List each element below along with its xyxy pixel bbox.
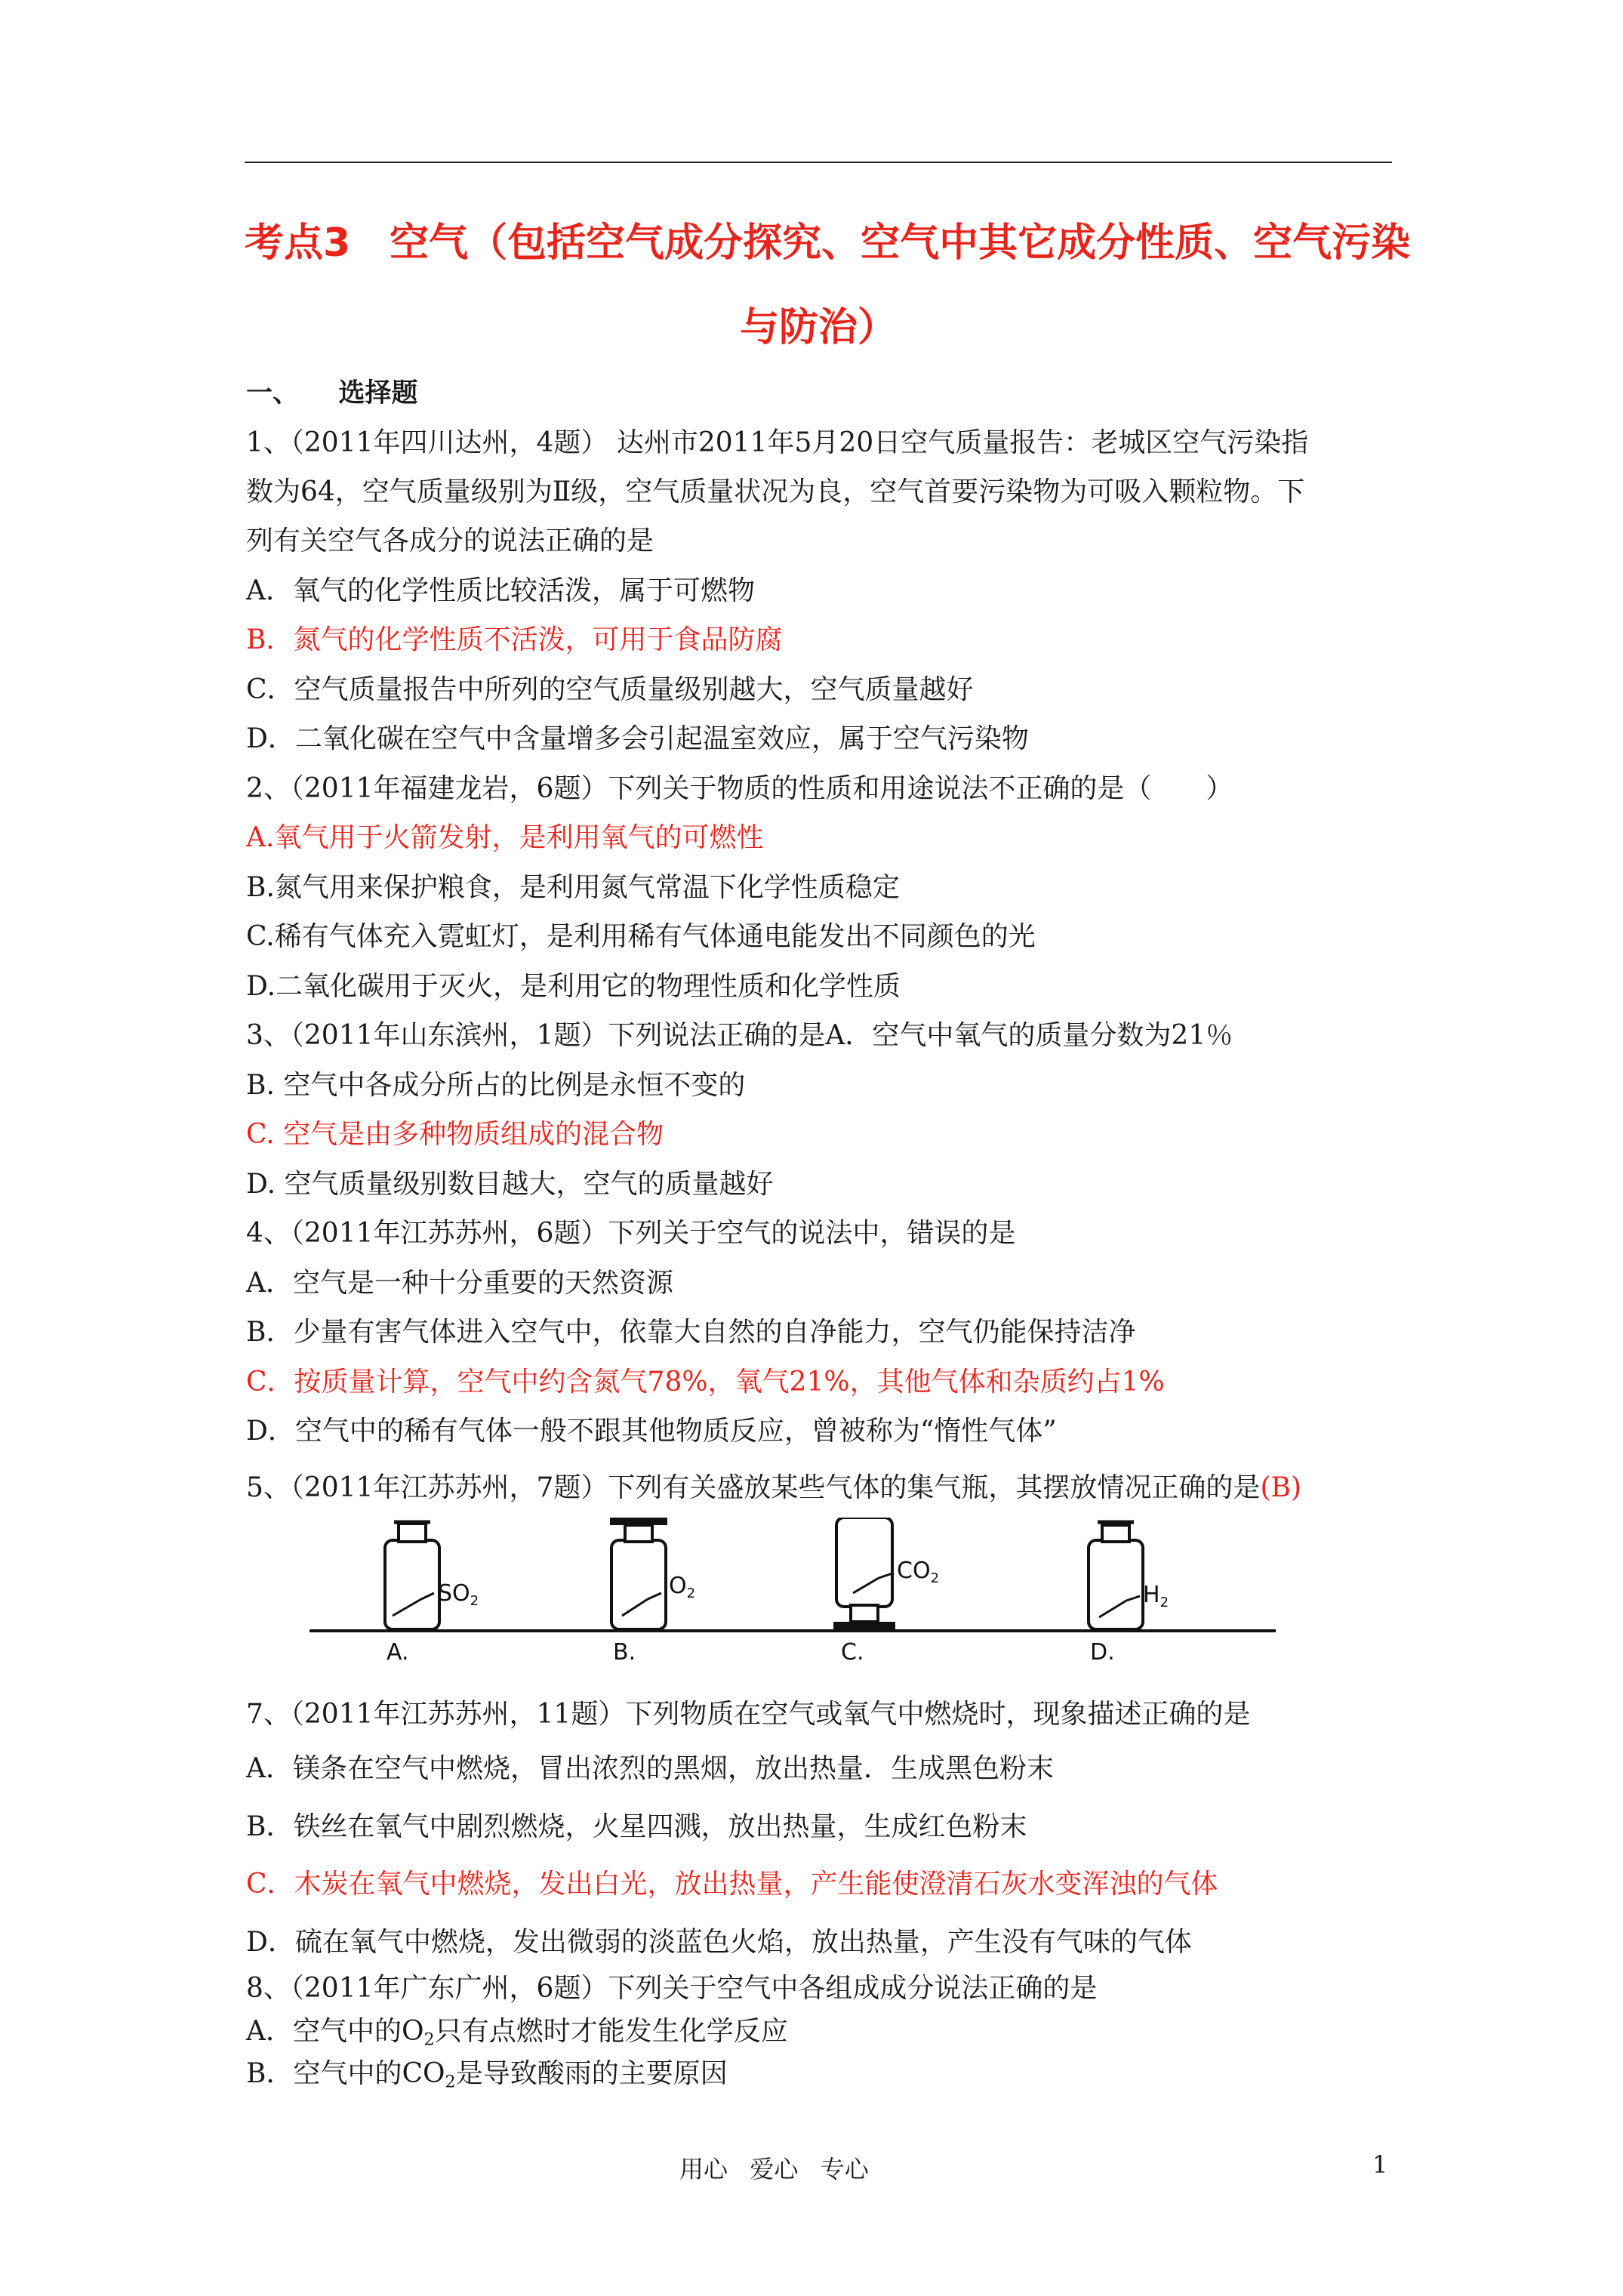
header-rule xyxy=(245,162,1392,163)
q2-option-a-answer: A.氧气用于火箭发射，是利用氧气的可燃性 xyxy=(246,822,764,853)
bottle-b xyxy=(610,1518,695,1666)
q8-option-a: A．空气中的$O_2$只有点燃时才能发生化学反应 xyxy=(246,2016,788,2050)
q1-stem-line2: 数为64，空气质量级别为Ⅱ级，空气质量状况为良，空气首要污染物为可吸入颗粒物。下 xyxy=(246,476,1305,507)
q2-option-d: D.二氧化碳用于灭火，是利用它的物理性质和化学性质 xyxy=(246,971,901,1002)
section-heading: 一、 选择题 xyxy=(246,378,418,408)
q1-option-a: A．氧气的化学性质比较活泼，属于可燃物 xyxy=(246,575,755,606)
q2-stem: 2、（2011年福建龙岩，6题）下列关于物质的性质和用途说法不正确的是（ ） xyxy=(246,773,1233,804)
q7-option-b: B．铁丝在氧气中剧烈燃烧，火星四溅，放出热量，生成红色粉末 xyxy=(246,1811,1027,1842)
page-title-line1: 考点3 空气（包括空气成分探究、空气中其它成分性质、空气污染 xyxy=(245,220,1411,266)
q1-option-c: C．空气质量报告中所列的空气质量级别越大，空气质量越好 xyxy=(246,674,974,705)
bottle-a-label: A. xyxy=(387,1639,409,1666)
q2-option-c: C.稀有气体充入霓虹灯，是利用稀有气体通电能发出不同颜色的光 xyxy=(246,921,1036,952)
q3-stem: 3、（2011年山东滨州，1题）下列说法正确的是A．空气中氧气的质量分数为21％ xyxy=(246,1020,1233,1051)
q5-stem xyxy=(246,1472,1301,1503)
q3-option-c-answer: C. 空气是由多种物质组成的混合物 xyxy=(246,1119,664,1150)
bottle-d xyxy=(1089,1522,1169,1666)
svg-text:SO2: $SO_2$ xyxy=(438,1580,479,1609)
q7-option-c-answer: C．木炭在氧气中燃烧，发出白光，放出热量，产生能使澄清石灰水变浑浊的气体 xyxy=(246,1869,1218,1900)
q1-option-b-answer: B．氮气的化学性质不活泼，可用于食品防腐 xyxy=(246,624,783,655)
q4-option-b: B．少量有害气体进入空气中，依靠大自然的自净能力，空气仍能保持洁净 xyxy=(246,1317,1136,1348)
q1-stem-line3: 列有关空气各成分的说法正确的是 xyxy=(246,525,654,556)
page-title-line2: 与防治） xyxy=(739,305,897,350)
page-number: 1 xyxy=(1372,2150,1388,2179)
q8-stem: 8、（2011年广东广州，6题）下列关于空气中各组成成分说法正确的是 xyxy=(246,1973,1098,2004)
q5-stem-text: 5、（2011年江苏苏州，7题）下列有关盛放某些气体的集气瓶，其摆放情况正确的是 xyxy=(246,1472,1261,1503)
bottle-c-label: C. xyxy=(841,1639,864,1666)
bottle-b-label: B. xyxy=(613,1639,636,1666)
q3-option-b: B. 空气中各成分所占的比例是永恒不变的 xyxy=(246,1070,746,1101)
q8-option-b: B．空气中的$CO_2$是导致酸雨的主要原因 xyxy=(246,2058,728,2092)
q4-option-a: A．空气是一种十分重要的天然资源 xyxy=(246,1268,673,1299)
q4-stem: 4、（2011年江苏苏州，6题）下列关于空气的说法中，错误的是 xyxy=(246,1218,1016,1249)
svg-text:H2: $H_2$ xyxy=(1143,1582,1169,1610)
q5-answer: (B) xyxy=(1260,1472,1301,1503)
gas-bottle-figure xyxy=(302,1518,1283,1684)
bottle-c xyxy=(833,1518,939,1666)
q4-option-d: D．空气中的稀有气体一般不跟其他物质反应，曾被称为“惰性气体” xyxy=(246,1416,1057,1447)
svg-text:O2: $O_2$ xyxy=(669,1573,696,1601)
q7-option-d: D．硫在氧气中燃烧，发出微弱的淡蓝色火焰，放出热量，产生没有气味的气体 xyxy=(246,1927,1192,1958)
q7-stem: 7、（2011年江苏苏州，11题）下列物质在空气或氧气中燃烧时，现象描述正确的是 xyxy=(246,1699,1251,1730)
q4-option-c-answer: C．按质量计算，空气中约含氮气78%，氧气21%，其他气体和杂质约占1% xyxy=(246,1367,1165,1398)
q3-option-d: D. 空气质量级别数目越大，空气的质量越好 xyxy=(246,1169,774,1200)
bottle-d-label: D. xyxy=(1090,1639,1115,1666)
page-footer: 用心 爱心 专心 xyxy=(679,2155,869,2184)
q2-option-b: B.氮气用来保护粮食，是利用氮气常温下化学性质稳定 xyxy=(246,872,900,903)
q1-option-d: D．二氧化碳在空气中含量增多会引起温室效应，属于空气污染物 xyxy=(246,723,1029,754)
q1-stem-line1: 1、（2011年四川达州，4题） 达州市2011年5月20日空气质量报告：老城区空气污染指 xyxy=(246,427,1309,458)
q7-option-a: A．镁条在空气中燃烧，冒出浓烈的黑烟，放出热量．生成黑色粉末 xyxy=(246,1753,1054,1784)
svg-text:CO2: $CO_2$ xyxy=(897,1558,940,1586)
bottle-a xyxy=(385,1522,479,1666)
